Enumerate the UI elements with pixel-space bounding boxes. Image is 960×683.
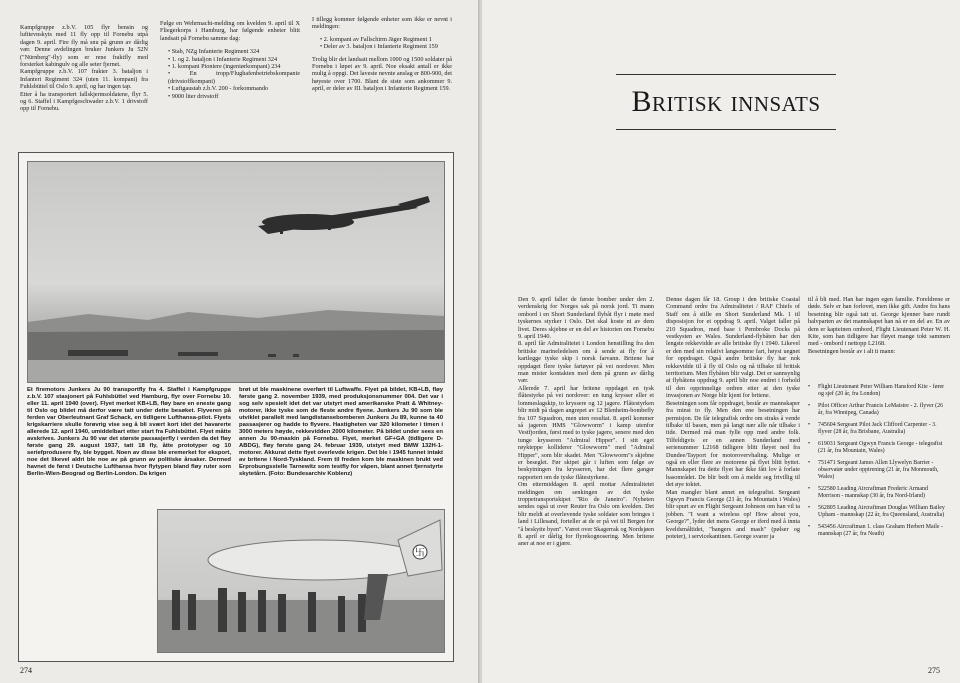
- aircraft-ground-illustration: [158, 510, 444, 652]
- list-item: • 2. kompani av Fallschirm Jäger Regiment 1: [312, 36, 452, 43]
- aircraft-ground-photo: [157, 509, 445, 653]
- list-item: • 9000 liter drivstoff: [160, 93, 300, 100]
- right-column-2: [666, 296, 800, 668]
- right-col3-text: til å bli med. Han har ingen egen familie. Foreldrene er døde. Selv er han forlovet, men ikke gift. Andre fra hans besetning blir også tatt ut. George kjenner bare rundt halvparten av det mannskapet han nå er en del av. En av dem er kapteinen ombord, Flight Lieutenant Peter W. H. Kite, som han tidligere har fløyet mange tokt sammen med - ombord i nettopp L2168. Besetningen består av i alt ti mann:: [808, 296, 950, 355]
- caption-part-1: Et firemotors Junkers Ju 90 transportfly fra 4. Staffel i Kampfgruppe z.b.V. 107 stasjonert på Fuhlsbüttel ved Hamburg, flyr over Fornebu 10. eller 11. april 1940 (over). Flyet merket KB+LB, fløy bare en eneste gang til Oslo og blidet må derfor være tatt under dette besøket. Flyveren på ferden var Oberleutnant Graf Schack, en tidligere Lufthansa-pilot. Flyets krigskarriere skulle forøvrig vise seg å bli svært kort idet det havarerte allerede 12. april 1940, umiddelbart etter start fra Fuhlsbüttel. Flyet måtte avskrives. Junkers Ju 90 var det største passasjerfly i verden da det fløy første gang 29. august 1937, tatt 18 fly, åtte prototyper og 10 seriefprodusere fly, ble bygget. Noen av disse ble eremerket for eksport, noe det likevel aldri ble noe av på grunn av politiske årsaker. Dermed havnet de først i Deutsche Lufthansa hvor flytypen bland fløy ruter som Berlin-Wien-Beograd og Berlin-London. Da krigen: [27, 387, 231, 477]
- page-number-left: 274: [20, 666, 32, 675]
- caption-part-2: brøt ut ble maskinene overført til Luftwaffe. Flyet på bildet, KB+LB, fløy første gang 2. november 1939, med produksjonsnummer 004. Det var i sog selv spesielt idet det var utstyrt med amerikanske Pratt & Whitney-motorer, ikke tyske som de fleste andre flyene. Junkers Ju 90 som ble utviklet parallelt med langdistansebomberen Junkers Ju 89, kunne ta 40 passasjerer og hadde to flyvere. Hastigheten var 320 kilometer i timen i 3000 meters høyde, rekkevidden 2000 kilometer. På bildet under sees en annen Ju 90-maskin på Fornebu. Flyet, merket GF+GA (tidligere D-ABDG), fløy første gang 24. februar 1939, utstyrt med BMW 132H-1-motorer. Akkurat dette flyet overlevde krigen. Det ble i 1945 funnet intakt av britene i Nord-Tyskland. Frem til freden kom ble maskinen brukt ved Erprobungsstelle Tarnewitz som testfly for våpen, blant annet fjernstyrte skytetårn. (Foto: Bundesarchiv Koblenz): [239, 387, 443, 477]
- list-item: • Deler av 3. bataljon i Infanterie Regiment 159: [312, 43, 452, 50]
- chapter-heading: [616, 74, 836, 130]
- left-column-2: [160, 20, 300, 150]
- aircraft-in-flight-photo: [27, 161, 445, 383]
- crew-entry: 751471 Sergeant James Allen Llywelyn Barrier - observatør under opptrening (21 år, fra Monmouth, Wales): [818, 460, 939, 480]
- left-column-1: [20, 24, 148, 150]
- crew-entry: 562805 Leading Aircraftman Douglas William Bailey Upham - mannskap (22 år, fra Queensland, Australia): [818, 505, 945, 518]
- left-col3-text: Trolig blir det landsatt mellom 1000 og 1500 soldater på Fornebu i løpet av 9. april. Noe eksakt antall er ikke mulig å oppgi. Det laveste nevnte anslag er 800-900, det høyeste over 1700. Blant de siste som ankommer 9. april, er deler av III. bataljon i Infanterie Regiment 159.: [312, 55, 452, 93]
- heading-rule-bottom: [616, 129, 836, 130]
- right-col2-text: Denne dagen får 18. Group i den britiske Coastal Command ordre fra Admiralitetet / RAF Chiefs of Staff om å stille en Short Sunderland Mk. 1 til disposisjon for et oppdrag 9. april. Valget faller på 210 Squadron, med base i Pembroke Docks på vestkysten av Wales. Sunderland-flybåten har den lengste rekkevidde av alle britiske fly i 1940. Likevel er den med sin relativt langsomme fart, høyst uegnet for oppdraget. Også andre britiske fly har nok rekkevidde til å fly til Oslo og nå tilbake til britisk territorium. Men flybåten blir valgt. Det er sannsynlig at flybåtens oppdrag 9. april blir noe endret i forhold til den opprinnelige ordren etter at den tyske invasjonen av Norge blir kjent for britene. Besetningen som får oppdraget, består av mannskaper fra minst to fly. Men den ene besetningen har permisjon. De får telegrafisk ordre om straks å vende tilbake til basen, men på langt nær alle når tilbake i tide. Dermed må man fylle opp med andre folk. Tilfeldigvis er en annen Sunderland med serienummer L2168 tidligere blitt fløyet ned fra Dundee/Tayport for motorovervhaling. Mulige er også en eller flere av motorene på flyet blitt byttet. Mannskapet fra dette flyet har ikke fått lov å forlate basområdet. De blir bedt om å melde seg frivillig til det øye toktet. Man mangler blant annet en telegrafist. Sergeant Ogwyn Francis George (21 år, fra Mountain i Wales) blir spurt av en Flight Sergeant Johnson om han vil ta jobben. "I want a wireless op! How about you, George?", lyder det mens George er iferd med å innta kveldsmåltidet, "bangers and mash" (pølser og poteter), i servicekantinen. George svarer ja: [666, 296, 800, 540]
- left-column-3: [312, 16, 452, 150]
- right-column-1: [518, 296, 654, 668]
- chapter-title: Britisk innsats: [631, 85, 821, 118]
- left-col3-intro: I tillegg kommer følgende enheter som ikke er nevnt i meldingen:: [312, 16, 452, 31]
- crew-entry: 522580 Leading Aircraftman Frederic Armand Morrison - mannskap (30 år, fra Nord-Irland): [818, 486, 928, 499]
- right-col1-text: Den 9. april faller de første bomber under den 2. verdenskrig for Norges sak på norsk jord. Ti mann ombord i en Short Sunderland flybåt flyr i møte med tyskernes styrker i Oslo. Det skal koste ni av dem livet. Deres skjebne er en del av historien om Fornebu 9. april 1940. 8. april får Admiralitetet i London henstilling fra den britiske marineledelsen om å sende at fly for å kartlegge tyske skip i norsk farvann. Britene har oppdaget flere tyske fartøyer på vei nordover. Men man mister kontakten med dem på grunn av dårlig vær. Allerede 7. april har britene oppdaget en tysk flåtestyrke på vei nordover: en tung krysser eller et lommeslagskip, to kryssere og 12 jagere. Flåtestyrken blir midt på dagen angrepet av 12 Blenheim-bombefly fra 107 Squadron, men uten resultat. 8. april kommer så jageren HMS "Glowworm" i kamp utenfor Vestfjorden, først med to tyske jagere, senere med den tunge krysseren "Admiral Hipper". I sitt eget røykteppe kolliderer "Glowworm" med "Admiral Hipper", som blir skadet. Men "Glowworm"s skjebne er beseglet. Før skipet går i luften som følge av beskytningen fra krysseren, har det flere ganger rapportert om de tyske flåtestyrkene. Om ettermiddagen 8. april mottar Admiralitetet meldingen om senkingen av det tyske troppetransportskipet "Rio de Janeiro". Nyheten sendes også ut over Reuter fra Oslo om kvelden. Det blir meldt at overlevende tyske soldater som bringes i land i Lillesand, forteller at de er på vei til Bergen for "å beskytte byen". Været over Skagerrak og Nordsjøen 8. april er dårlig for flyrekognosering. Men britene aner at noe er i gjære.: [518, 296, 654, 548]
- crew-entry: Flight Lieutenant Peter William Hansford Kite - fører og sjef (20 år, fra London): [818, 384, 945, 397]
- photo-frame: [18, 152, 454, 662]
- list-item: • 522580 Leading Aircraftman Frederic Armand Morrison - mannskap (30 år, fra Nord-Irland): [808, 486, 950, 500]
- list-item: • 751471 Sergeant James Allen Llywelyn Barrier - observatør under opptrening (21 år, fra Monmouth, Wales): [808, 460, 950, 481]
- crew-entry: 619031 Sergeant Ogwyn Francis George - telegrafist (21 år, fra Mountain, Wales): [818, 441, 943, 454]
- crew-entry: 745604 Sergeant Pilot Jack Clifford Carpenter - 3. flyver (28 år, fra Brisbane, Australia): [818, 422, 937, 435]
- list-item: • Stab, NZg Infanterie Regiment 324: [160, 48, 300, 55]
- list-item: • Luftgaustab z.b.V. 200 - forkommando: [160, 85, 300, 92]
- list-item: • 1. kompani Pioniere (ingeniørkompani) 234: [160, 63, 300, 70]
- right-column-3: [808, 296, 950, 380]
- list-item: • 619031 Sergeant Ogwyn Francis George - telegrafist (21 år, fra Mountain, Wales): [808, 441, 950, 455]
- page-number-right: 275: [928, 666, 940, 675]
- aircraft-flight-illustration: [28, 162, 444, 382]
- crew-entry: 543456 Aircraftman 1. class Graham Herbert Maile - mannskap (27 år, fra Neath): [818, 524, 943, 537]
- list-item: • Flight Lieutenant Peter William Hansford Kite - fører og sjef (20 år, fra London): [808, 384, 950, 398]
- list-item: • Pilot Officer Arthur Francis LeMaistre - 2. flyver (26 år, fra Winnipeg, Canada): [808, 403, 950, 417]
- list-item: • 1. og 2. bataljon i Infanterie Regiment 324: [160, 56, 300, 63]
- heading-rule-top: [616, 74, 836, 75]
- crew-entry: Pilot Officer Arthur Francis LeMaistre - 2. flyver (26 år, fra Winnipeg, Canada): [818, 403, 944, 416]
- right-page: [482, 0, 960, 683]
- list-item: • 562805 Leading Aircraftman Douglas William Bailey Upham - mannskap (22 år, fra Queensland, Australia): [808, 505, 950, 519]
- list-item: • 543456 Aircraftman 1. class Graham Herbert Maile - mannskap (27 år, fra Neath): [808, 524, 950, 538]
- list-item: • En tropp/Flughafenbetriebskompanie (drivstoffkompani): [160, 70, 300, 85]
- list-item: • 745604 Sergeant Pilot Jack Clifford Carpenter - 3. flyver (28 år, fra Brisbane, Australia): [808, 422, 950, 436]
- svg-text:卐: 卐: [415, 548, 425, 559]
- crew-list: [808, 384, 950, 543]
- left-col1-text: Kampfgruppe z.b.V. 105 flyr bensin og lufttevnskyts med 11 fly opp til Fornebu utpå dagen 9. april. Fire fly må snu på grunn av dårlig vær. Denne avdelingen bruker Junkers Ju 52N ("Nürnberg"-fly) som er rene fraktfly med forsterket kabingulv og alle seter fjernet. Kampfgruppe z.b.V. 107 frakter 3. bataljon i Infanteri Regiment 324 (uten 11. kompani) fra Fuhlsbüttel til Oslo 9. april, og har ingen tap. Etter å ha transportert fallskjermsoldatene, flyr 5. og 6. Staffel i Kampfgeschwader z.b.V. 1 drivstoff opp til Fornebu.: [20, 24, 148, 113]
- left-col2-intro: Følge en Wehrmacht-melding om kvelden 9. april til X Fliegerkorps i Hamburg, har følgende enheter blitt landsatt på Fornebu samme dag:: [160, 20, 300, 42]
